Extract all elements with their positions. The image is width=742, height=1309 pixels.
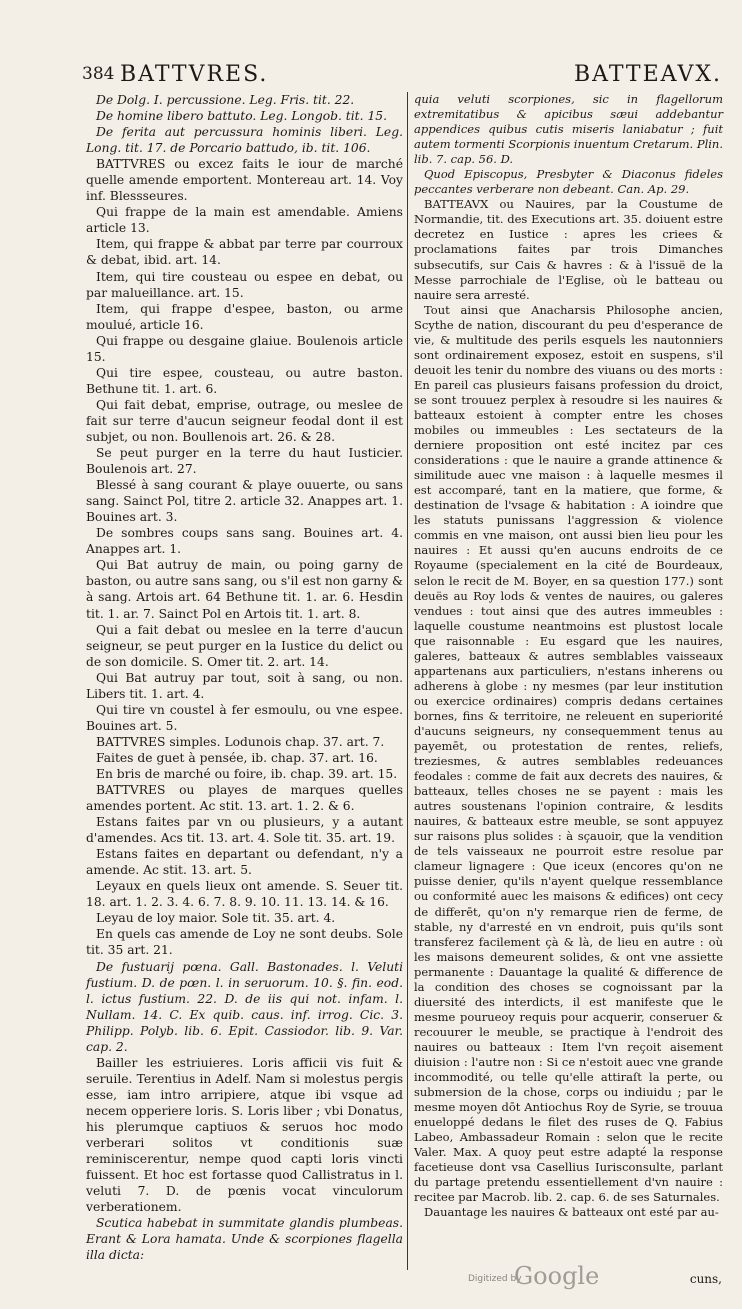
paragraph: BATTVRES simples. Lodunois chap. 37. art. 7. xyxy=(96,734,385,749)
paragraph: De homine libero battuto. Leg. Longob. tit. 15. xyxy=(96,109,388,124)
paragraph: BATTVRES ou excez faits le iour de marché quelle amende emportent. Montereau art. 14. Voy inf. Blessseures. xyxy=(86,157,403,204)
digitization-watermark xyxy=(468,1262,628,1292)
paragraph: Leyaux en quels lieux ont amende. S. Seuer tit. 18. art. 1. 2. 3. 4. 6. 7. 8. 9. 10. 11. 13. 14. & 16. xyxy=(86,879,403,910)
paragraph: Tout ainsi que Anacharsis Philosophe ancien, Scythe de nation, discourant du peu d'esperance de vie, & multitude des perils esquels les nautonniers sont ordinairement exposez, estoit en suspens, s'il deuoit les tenir du nombre des viuans ou des morts : En pareil cas plusieurs faisans profession du droict, se sont trouuez perplex à resoudre si les nauires & batteaux estoient à compter entre les choses mobiles ou immeubles : Les sectateurs de la derniere proposition ont esté incitez par ces considerations : que le nauire a grande attinence & similitude auec vne maison : à laquelle mesmes il est accomparé, tant en la matiere, que forme, & destination de l'vsage & habitation : A ioindre que les statuts punissans l'aggression & violence commis en vne maison, ont aussi bien lieu pour les nauires : Et aussi qu'en aucuns endroits de ce Royaume (specialement en la cité de Bourdeaux, selon le recit de M. Boyer, en sa question 177.) sont deuës au Roy lods & ventes de nauires, ou galeres vendues : tout ainsi que des autres immeubles : laquelle coustume neantmoins est plustost locale que raisonnable : Eu esgard que les nauires, galeres, batteaux & autres semblables vaisseaux appartenans aux particuliers, n'estans inherens ou adherens à globe : ny mesmes (par leur institution ou exercice ordinaires) compris dedans certaines bornes, fins & territoire, ne releuent en superiorité d'aucuns seigneurs, ny consequemment tenus au payemēt, ou protestation de rentes, reliefs, treziesmes, & autres semblables redeuances feodales : comme de fait aux decrets des nauires, & batteaux, telles choses ne se payent : mais les autres soustenans l'opinion contraire, & lesdits nauires, & batteaux estre meuble, se sont appuyez sur raisons plus solides : à sçauoir, que la vendition de tels vaisseaux ne pourroit estre resolue par clameur lignagere : Que iceux (encores qu'on ne puisse denier, qu'ils n'ayent quelque ressemblance ou conformité auec les maisons & edifices) ont cecy de differēt, qu'on n'y remarque rien de ferme, de stable, ny d'arresté en vn endroit, puis qu'ils sont transferez facilement çà & là, de lieu en autre : où les maisons demeurent solides, & ont vne assiette permanente : Dauantage la qualité & difference de la condition des choses se cognoissant par la diuersité des interdicts, il est manifeste que le mesme pourueoy requis pour acquerir, conseruer & recouurer le meuble, se practique à l'endroit des nauires ou batteaux : Item l'vn reçoit aisement diuision : l'autre non : Si ce n'estoit auec vne grande incommodité, ou telle qu'elle attiraſt la perte, ou submersion de la chose, corps ou indiuidu ; par le mesme moyen dōt Antiochus Roy de Syrie, se trouua enueloppé dedans le filet des ruses de Q. Fabius Labeo, Ambassadeur Romain : selon que le recite Valer. Max. A quoy peut estre adapté la response facetieuse dont vsa Casellius Iurisconsulte, parlant du partage pretendu essentiellement d'vn nauire : recitee par Macrob. lib. 2. cap. 6. de ses Saturnales. xyxy=(414,302,723,1205)
paragraph: Blessé à sang courant & playe ouuerte, ou sans sang. Sainct Pol, titre 2. article 32. Anappes art. 1. Bouines art. 3. xyxy=(86,478,403,525)
paragraph: Leyau de loy maior. Sole tit. 35. art. 4. xyxy=(96,911,336,926)
paragraph: De Dolg. I. percussione. Leg. Fris. tit. 22. xyxy=(96,93,355,107)
paragraph: Qui Bat autruy de main, ou poing garny de baston, ou autre sans sang, ou s'il est non garny & à sang. Artois art. 64 Bethune tit. 1. ar. 6. Hesdin tit. 1. ar. 7. Sainct Pol en Artois tit. 1. art. 8. xyxy=(86,558,403,621)
paragraph: En quels cas amende de Loy ne sont deubs. Sole tit. 35 art. 21. xyxy=(86,927,403,958)
paragraph: De ferita aut percussura hominis liberi. Leg. Long. tit. 17. de Porcario battudo, ib. tit. 106. xyxy=(86,125,403,156)
paragraph: Item, qui frappe d'espee, baston, ou arme moulué, article 16. xyxy=(86,301,403,332)
paragraph: quia veluti scorpiones, sic in flagellorum extremitatibus & apicibus sæui addebantur appendices quibus cutis miseris laniabatur ; fuit autem tormenti Scorpionis inuentum Cretarum. Plin. lib. 7. cap. 56. D. xyxy=(414,92,723,167)
paragraph: Quod Episcopus, Presbyter & Diaconus fideles peccantes verberare non debeant. Can. Ap. 29. xyxy=(414,167,723,197)
paragraph: Qui tire espee, cousteau, ou autre baston. Bethune tit. 1. art. 6. xyxy=(86,365,403,396)
page-number: 384 xyxy=(82,64,115,84)
paragraph: De sombres coups sans sang. Bouines art. 4. Anappes art. 1. xyxy=(86,526,403,557)
paragraph: Qui fait debat, emprise, outrage, ou meslee de fait sur terre d'aucun seigneur feodal dont il est subjet, ou non. Boullenois art. 26. & 28. xyxy=(86,397,403,444)
paragraph: Qui a fait debat ou meslee en la terre d'aucun seigneur, se peut purger en la Iustice du delict ou de son domicile. S. Omer tit. 2. art. 14. xyxy=(86,622,403,669)
paragraph: Bailler les estriuieres. Loris afficii vis fuit & seruile. Terentius in Adelf. Nam si molestus pergis esse, iam intro arripiere, atque ibi vsque ad necem opperiere loris. S. Loris liber ; vbi Donatus, his plerumque captiuos & seruos hoc modo verberari solitos vt conditionis suæ reminiscerentur, nempe quod capti loris vincti fuissent. Et hoc est fortasse quod Callistratus in l. veluti 7. D. de pœnis vocat vinculorum verberationem. xyxy=(86,1055,403,1215)
paragraph: De fustuarij pœna. Gall. Bastonades. l. Veluti fustium. D. de pœn. l. in seruorum. 10. §. fin. eod. l. ictus fustium. 22. D. de iis qui not. infam. l. Nullam. 14. C. Ex quib. caus. inf. irrog. Cic. 3. Philipp. Polyb. lib. 6. Epit. Cassiodor. lib. 9. Var. cap. 2. xyxy=(86,959,403,1054)
paragraph: BATTEAVX ou Nauires, par la Coustume de Normandie, tit. des Executions art. 35. doiuent estre decretez en Iustice : apres les criees & proclamations faites par trois Dimanches subsecutifs, sur Cais & havres : & à l'issuë de la Messe parrochiale de l'Eglise, où le batteau ou nauire sera arresté. xyxy=(414,197,723,302)
catchword: cuns, xyxy=(689,1272,722,1286)
right-column xyxy=(414,92,723,1221)
paragraph: Item, qui tire cousteau ou espee en debat, ou par malueillance. art. 15. xyxy=(86,269,403,300)
paragraph: Faites de guet à pensée, ib. chap. 37. art. 16. xyxy=(96,750,378,765)
paragraph: Se peut purger en la terre du haut Iusticier. Boulenois art. 27. xyxy=(86,446,403,477)
right-running-title: BATTEAVX. xyxy=(573,62,722,87)
paragraph: Estans faites par vn ou plusieurs, y a autant d'amendes. Acs tit. 13. art. 4. Sole tit. 35. art. 19. xyxy=(86,815,403,846)
paragraph: Scutica habebat in summitate glandis plumbeas. Erant & Lora hamata. Unde & scorpiones flagella illa dicta: xyxy=(86,1216,403,1263)
paragraph: BATTVRES ou playes de marques quelles amendes portent. Ac stit. 13. art. 1. 2. & 6. xyxy=(86,783,403,814)
paragraph: Item, qui frappe & abbat par terre par courroux & debat, ibid. art. 14. xyxy=(86,237,403,268)
paragraph: Qui frappe de la main est amendable. Amiens article 13. xyxy=(86,205,403,236)
left-column xyxy=(86,92,403,1263)
paragraph: Dauantage les nauires & batteaux ont esté par au- xyxy=(424,1205,719,1220)
left-running-title: BATTVRES. xyxy=(120,62,269,87)
google-logo: Google xyxy=(514,1262,600,1290)
paragraph: En bris de marché ou foire, ib. chap. 39. art. 15. xyxy=(96,766,398,781)
watermark-prefix: Digitized by xyxy=(468,1274,522,1284)
column-divider xyxy=(407,92,408,1270)
paragraph: Estans faites en departant ou defendant, n'y a amende. Ac stit. 13. art. 5. xyxy=(86,847,403,878)
running-header xyxy=(82,62,722,88)
paragraph: Qui frappe ou desgaine glaiue. Boulenois article 15. xyxy=(86,333,403,364)
paragraph: Qui tire vn coustel à fer esmoulu, ou vne espee. Bouines art. 5. xyxy=(86,702,403,733)
paragraph: Qui Bat autruy par tout, soit à sang, ou non. Libers tit. 1. art. 4. xyxy=(86,670,403,701)
